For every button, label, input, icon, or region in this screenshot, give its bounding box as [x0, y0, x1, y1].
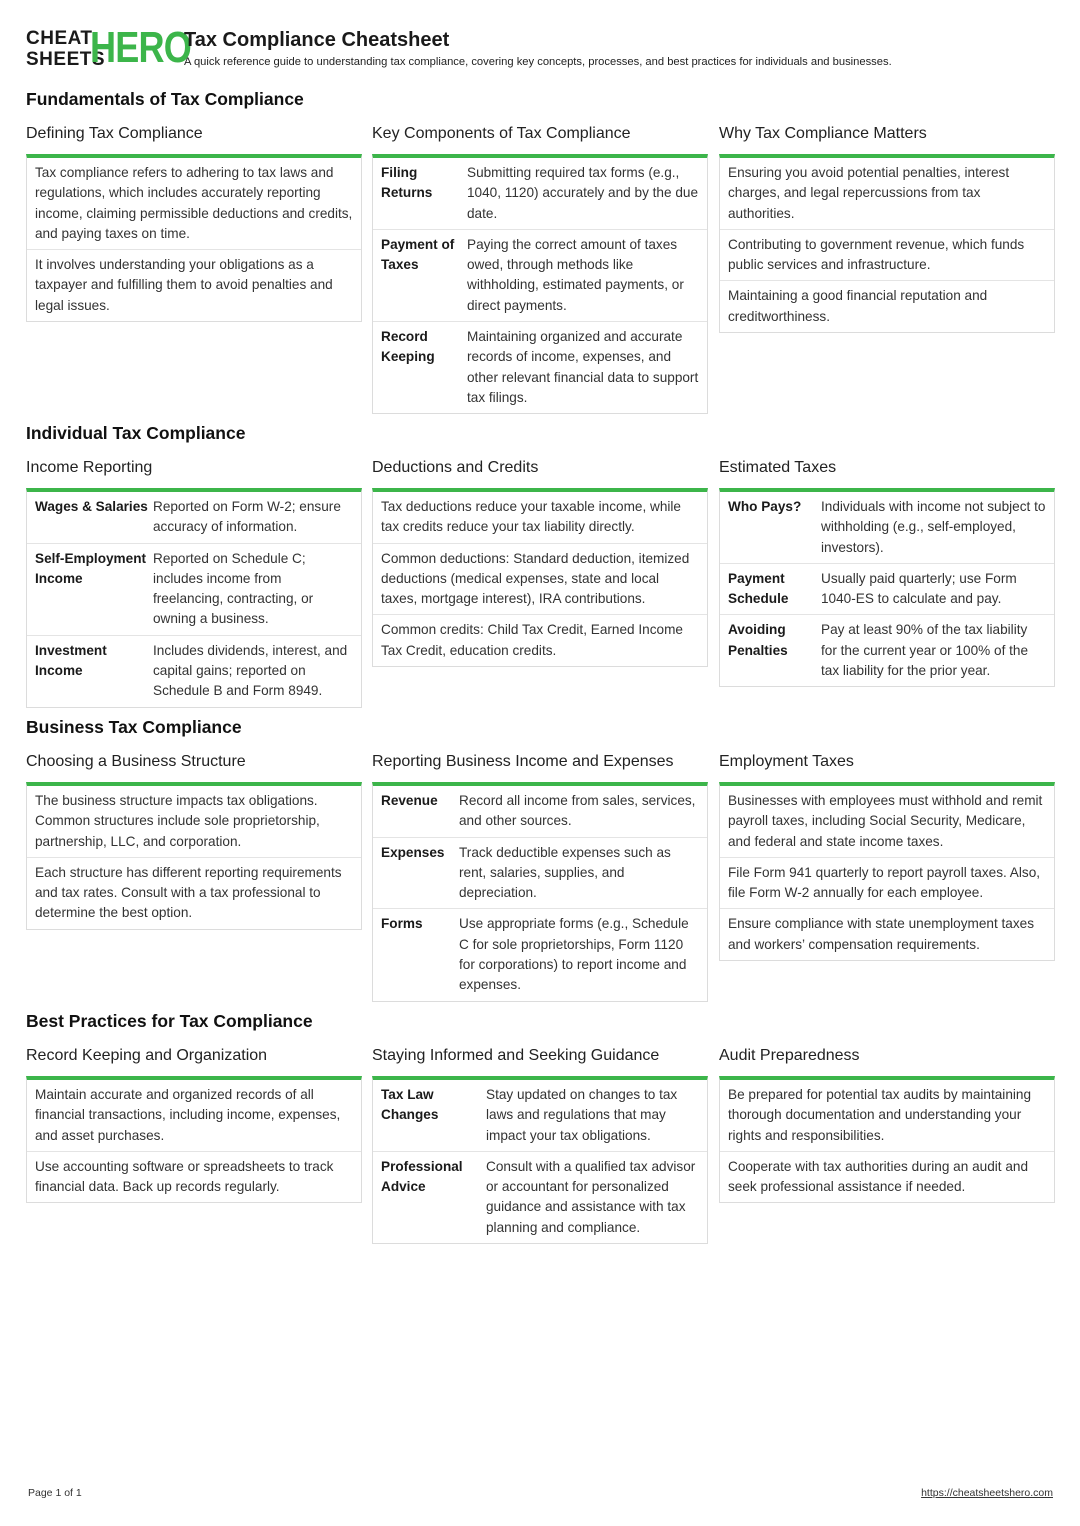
card-title: Why Tax Compliance Matters — [719, 125, 927, 142]
pair-value: Submitting required tax forms (e.g., 1040, 1120) accurately and by the due date. — [467, 165, 699, 221]
pair-key: Avoiding Penalties — [728, 622, 788, 658]
logo-text-cheat: CHEAT — [26, 28, 93, 49]
card-column — [372, 457, 708, 667]
page-title: Tax Compliance Cheatsheet — [184, 29, 450, 51]
pair-value: Usually paid quarterly; use Form 1040-ES to calculate and pay. — [821, 570, 1017, 607]
pair-key: Filing Returns — [381, 165, 433, 201]
page-subtitle: A quick reference guide to understanding tax compliance, covering key concepts, processes, and best practices for individuals and businesses. — [184, 56, 892, 68]
card-row: Common deductions: Standard deduction, itemized deductions (medical expenses, state and local taxes, mortgage interest), IRA contributions. — [373, 544, 707, 616]
card-row: Use accounting software or spreadsheets to track financial data. Back up records regularly. — [35, 1158, 334, 1195]
card-row: Be prepared for potential tax audits by maintaining thorough documentation and understanding your rights and responsibilities. — [720, 1080, 1054, 1152]
pair-value: Reported on Schedule C; includes income from freelancing, contracting, or owning a business. — [153, 550, 314, 627]
pair-key: Payment of Taxes — [381, 236, 455, 273]
card-pair-row — [373, 838, 707, 910]
pair-key: Who Pays? — [728, 499, 802, 514]
logo-text-hero: HERO — [90, 23, 191, 72]
card-body — [372, 154, 708, 414]
card-title: Reporting Business Income and Expenses — [372, 753, 674, 770]
pair-key: Wages & Salaries — [35, 499, 148, 514]
pair-key: Self-Employment Income — [35, 550, 147, 586]
card-title: Choosing a Business Structure — [26, 753, 246, 770]
card-body — [372, 488, 708, 667]
card-pair-row — [373, 1152, 707, 1243]
card-row: Ensure compliance with state unemployment taxes and workers’ compensation requirements. — [728, 916, 1035, 952]
card-body — [719, 154, 1055, 333]
card-column — [719, 123, 1055, 333]
card-column — [26, 457, 362, 708]
cheatsheetshero-logo[interactable] — [26, 23, 191, 72]
card-body — [372, 782, 708, 1002]
card-pair-row — [373, 786, 707, 838]
card-pair-row — [373, 158, 707, 230]
card-column — [372, 751, 708, 1002]
page-header — [26, 23, 1056, 72]
logo-text-sheets: SHEETS — [26, 49, 106, 70]
card-pair-row — [373, 909, 707, 1000]
card-column — [372, 1045, 708, 1244]
card-row: It involves understanding your obligations as a taxpayer and fulfilling them to avoid penalties and legal issues. — [35, 257, 333, 313]
card-column — [26, 751, 362, 930]
card-row: Maintain accurate and organized records of all financial transactions, including income, expenses, and asset purchases. — [27, 1080, 361, 1152]
pair-value: Record all income from sales, services, and other sources. — [459, 793, 696, 829]
section-title: Fundamentals of Tax Compliance — [26, 89, 304, 109]
pair-value: Stay updated on changes to tax laws and regulations that may impact your tax obligations. — [486, 1087, 678, 1143]
card-row: Businesses with employees must withhold and remit payroll taxes, including Social Security, Medicare, and federal and state income taxes. — [720, 786, 1054, 858]
card-row: Maintaining a good financial reputation and creditworthiness. — [728, 288, 988, 324]
pair-key: Tax Law Changes — [381, 1087, 439, 1123]
card-pair-row — [27, 544, 361, 636]
card-body — [26, 488, 362, 708]
card-pair-row — [373, 230, 707, 322]
card-pair-row — [720, 615, 1054, 686]
pair-value: Consult with a qualified tax advisor or accountant for personalized guidance and assistance with tax planning and compliance. — [486, 1158, 696, 1235]
card-pair-row — [373, 322, 707, 413]
page-number: Page 1 of 1 — [28, 1487, 82, 1499]
section-title: Best Practices for Tax Compliance — [26, 1011, 313, 1031]
card-row: Each structure has different reporting requirements and tax rates. Consult with a tax professional to determine the best option. — [35, 864, 342, 921]
pair-key: Investment Income — [35, 642, 107, 679]
card-body — [719, 1076, 1055, 1203]
card-column — [719, 457, 1055, 687]
card-row: Common credits: Child Tax Credit, Earned Income Tax Credit, education credits. — [381, 622, 683, 658]
card-title: Key Components of Tax Compliance — [372, 125, 631, 142]
card-row: Tax deductions reduce your taxable income, while tax credits reduce your tax liability directly. — [373, 492, 707, 544]
pair-key: Revenue — [381, 793, 438, 808]
card-column — [26, 123, 362, 322]
card-row: Contributing to government revenue, which funds public services and infrastructure. — [720, 230, 1054, 282]
card-column — [372, 123, 708, 414]
footer-link[interactable]: https://cheatsheetshero.com — [921, 1487, 1053, 1499]
pair-key: Professional Advice — [381, 1158, 463, 1195]
card-title: Record Keeping and Organization — [26, 1047, 268, 1064]
card-column — [26, 1045, 362, 1203]
pair-key: Record Keeping — [381, 329, 435, 365]
card-body — [372, 1076, 708, 1244]
card-body — [26, 1076, 362, 1203]
pair-key: Forms — [381, 916, 423, 932]
card-title: Income Reporting — [26, 459, 153, 476]
card-pair-row — [720, 492, 1054, 564]
card-pair-row — [27, 492, 361, 544]
card-column — [719, 1045, 1055, 1203]
pair-value: Paying the correct amount of taxes owed, through methods like withholding, estimated payments, or direct payments. — [467, 236, 684, 313]
card-title: Estimated Taxes — [719, 459, 837, 476]
card-row: Tax compliance refers to adhering to tax laws and regulations, which includes accurately reporting income, claiming permissible deductions and credits, and paying taxes on time. — [27, 158, 361, 250]
card-pair-row — [720, 564, 1054, 616]
card-title: Defining Tax Compliance — [26, 125, 203, 142]
card-body — [26, 782, 362, 930]
card-row: Ensuring you avoid potential penalties, interest charges, and legal repercussions from tax authorities. — [720, 158, 1054, 230]
card-title: Employment Taxes — [719, 753, 854, 770]
card-title: Deductions and Credits — [372, 459, 539, 476]
card-body — [719, 782, 1055, 961]
pair-value: Individuals with income not subject to withholding (e.g., self-employed, investors). — [821, 499, 1046, 555]
section-title: Individual Tax Compliance — [26, 423, 246, 443]
card-title: Audit Preparedness — [719, 1047, 860, 1064]
card-row: The business structure impacts tax obligations. Common structures include sole proprietorship, partnership, LLC, and corporation. — [27, 786, 361, 858]
pair-value: Includes dividends, interest, and capital gains; reported on Schedule B and Form 8949. — [153, 642, 348, 699]
card-body — [719, 488, 1055, 687]
section-title: Business Tax Compliance — [26, 717, 242, 737]
pair-value: Use appropriate forms (e.g., Schedule C for sole proprietorships, Form 1120 for corporations) to report income and expenses. — [459, 916, 689, 993]
pair-value: Maintaining organized and accurate records of income, expenses, and other relevant financial data to support tax filings. — [467, 329, 699, 405]
pair-key: Expenses — [381, 844, 445, 860]
pair-value: Reported on Form W-2; ensure accuracy of information. — [153, 499, 341, 535]
card-pair-row — [373, 1080, 707, 1152]
card-body — [26, 154, 362, 322]
pair-value: Pay at least 90% of the tax liability for the current year or 100% of the tax liability for the prior year. — [821, 622, 1029, 679]
card-column — [719, 751, 1055, 961]
card-row: File Form 941 quarterly to report payroll taxes. Also, file Form W-2 annually for each employee. — [720, 858, 1054, 910]
pair-key: Payment Schedule — [728, 570, 789, 607]
pair-value: Track deductible expenses such as rent, salaries, supplies, and depreciation. — [459, 844, 671, 901]
card-title: Staying Informed and Seeking Guidance — [372, 1047, 660, 1064]
card-pair-row — [27, 636, 361, 707]
card-row: Cooperate with tax authorities during an audit and seek professional assistance if needed. — [728, 1158, 1029, 1195]
